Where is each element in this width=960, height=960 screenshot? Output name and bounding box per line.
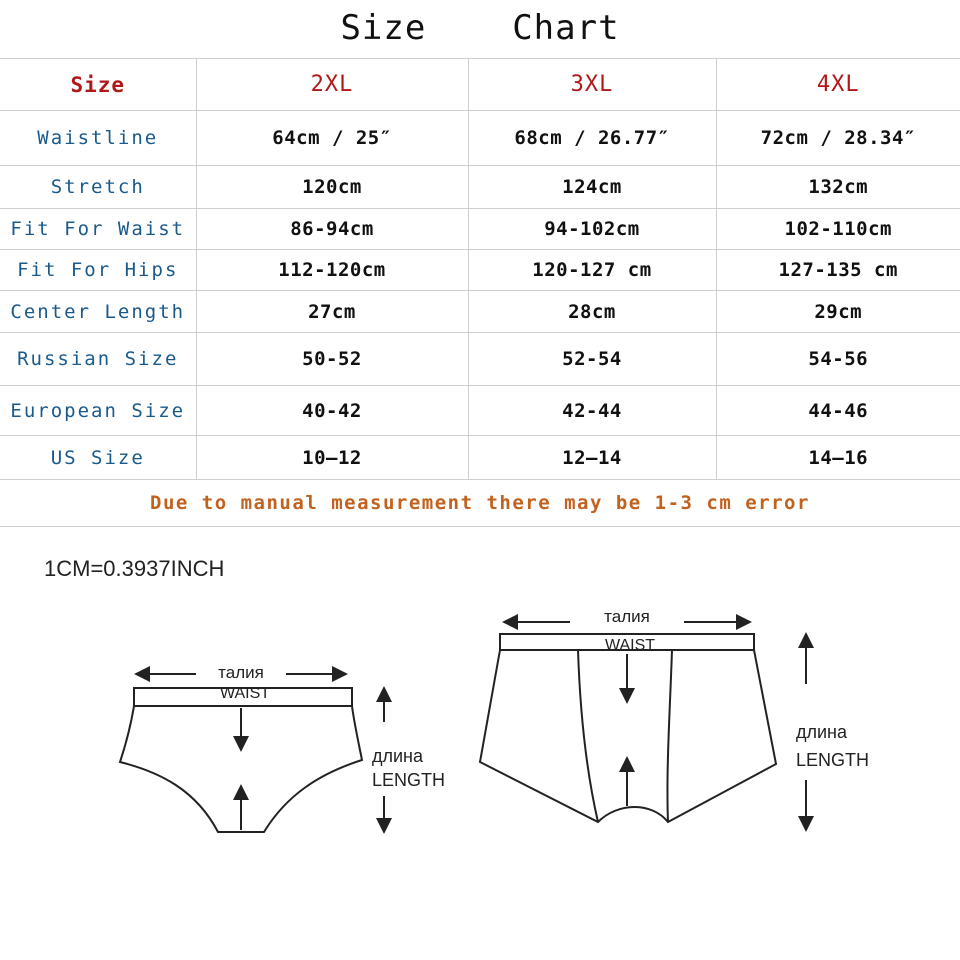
cell-us-2xl: 10—12 [196, 436, 468, 480]
briefs-waist-label-en: WAIST [219, 685, 271, 702]
header-size-3xl: 3XL [468, 59, 716, 111]
measurement-note: Due to manual measurement there may be 1-3 cm error [0, 480, 960, 527]
cell-waistline-3xl: 68cm / 26.77″ [468, 111, 716, 166]
cell-european-3xl: 42-44 [468, 386, 716, 436]
cell-center-length-2xl: 27cm [196, 291, 468, 333]
cell-stretch-2xl: 120cm [196, 166, 468, 209]
row-label-russian-size: Russian Size [0, 333, 196, 386]
table-row [0, 209, 960, 250]
table-row [0, 386, 960, 436]
table-header-row [0, 59, 960, 111]
note-row [0, 480, 960, 527]
cell-us-3xl: 12—14 [468, 436, 716, 480]
cell-center-length-4xl: 29cm [716, 291, 960, 333]
briefs-length-label-ru: длина [372, 746, 424, 766]
table-row [0, 333, 960, 386]
unit-conversion: 1CM=0.3937INCH [44, 556, 225, 581]
boxers-length-label-en: LENGTH [796, 750, 870, 770]
table-row [0, 436, 960, 480]
cell-fit-hips-3xl: 120-127 cm [468, 250, 716, 291]
boxers-waist-label-ru: талия [604, 607, 650, 626]
cell-european-2xl: 40-42 [196, 386, 468, 436]
cell-waistline-2xl: 64cm / 25″ [196, 111, 468, 166]
row-label-stretch: Stretch [0, 166, 196, 209]
boxers-waist-label-en: WAIST [604, 637, 656, 654]
cell-russian-2xl: 50-52 [196, 333, 468, 386]
cell-fit-hips-4xl: 127-135 cm [716, 250, 960, 291]
row-label-european-size: European Size [0, 386, 196, 436]
cell-fit-waist-3xl: 94-102cm [468, 209, 716, 250]
row-label-fit-for-hips: Fit For Hips [0, 250, 196, 291]
header-size-label: Size [0, 59, 196, 111]
cell-russian-3xl: 52-54 [468, 333, 716, 386]
cell-russian-4xl: 54-56 [716, 333, 960, 386]
cell-fit-waist-4xl: 102-110cm [716, 209, 960, 250]
cell-us-4xl: 14—16 [716, 436, 960, 480]
cell-fit-hips-2xl: 112-120cm [196, 250, 468, 291]
table-row [0, 166, 960, 209]
table-row [0, 250, 960, 291]
measurement-diagram [0, 590, 960, 890]
boxers-illustration [480, 607, 869, 828]
row-label-fit-for-waist: Fit For Waist [0, 209, 196, 250]
header-size-2xl: 2XL [196, 59, 468, 111]
page-title: Size Chart [340, 8, 620, 48]
table-row [0, 291, 960, 333]
row-label-us-size: US Size [0, 436, 196, 480]
size-table [0, 58, 960, 527]
cell-fit-waist-2xl: 86-94cm [196, 209, 468, 250]
briefs-waist-label-ru: талия [218, 663, 264, 682]
briefs-length-label-en: LENGTH [372, 770, 446, 790]
row-label-waistline: Waistline [0, 111, 196, 166]
row-label-center-length: Center Length [0, 291, 196, 333]
cell-center-length-3xl: 28cm [468, 291, 716, 333]
header-size-4xl: 4XL [716, 59, 960, 111]
boxers-length-label-ru: длина [796, 722, 848, 742]
cell-european-4xl: 44-46 [716, 386, 960, 436]
cell-stretch-4xl: 132cm [716, 166, 960, 209]
table-row [0, 111, 960, 166]
cell-waistline-4xl: 72cm / 28.34″ [716, 111, 960, 166]
cell-stretch-3xl: 124cm [468, 166, 716, 209]
briefs-illustration [120, 663, 445, 832]
